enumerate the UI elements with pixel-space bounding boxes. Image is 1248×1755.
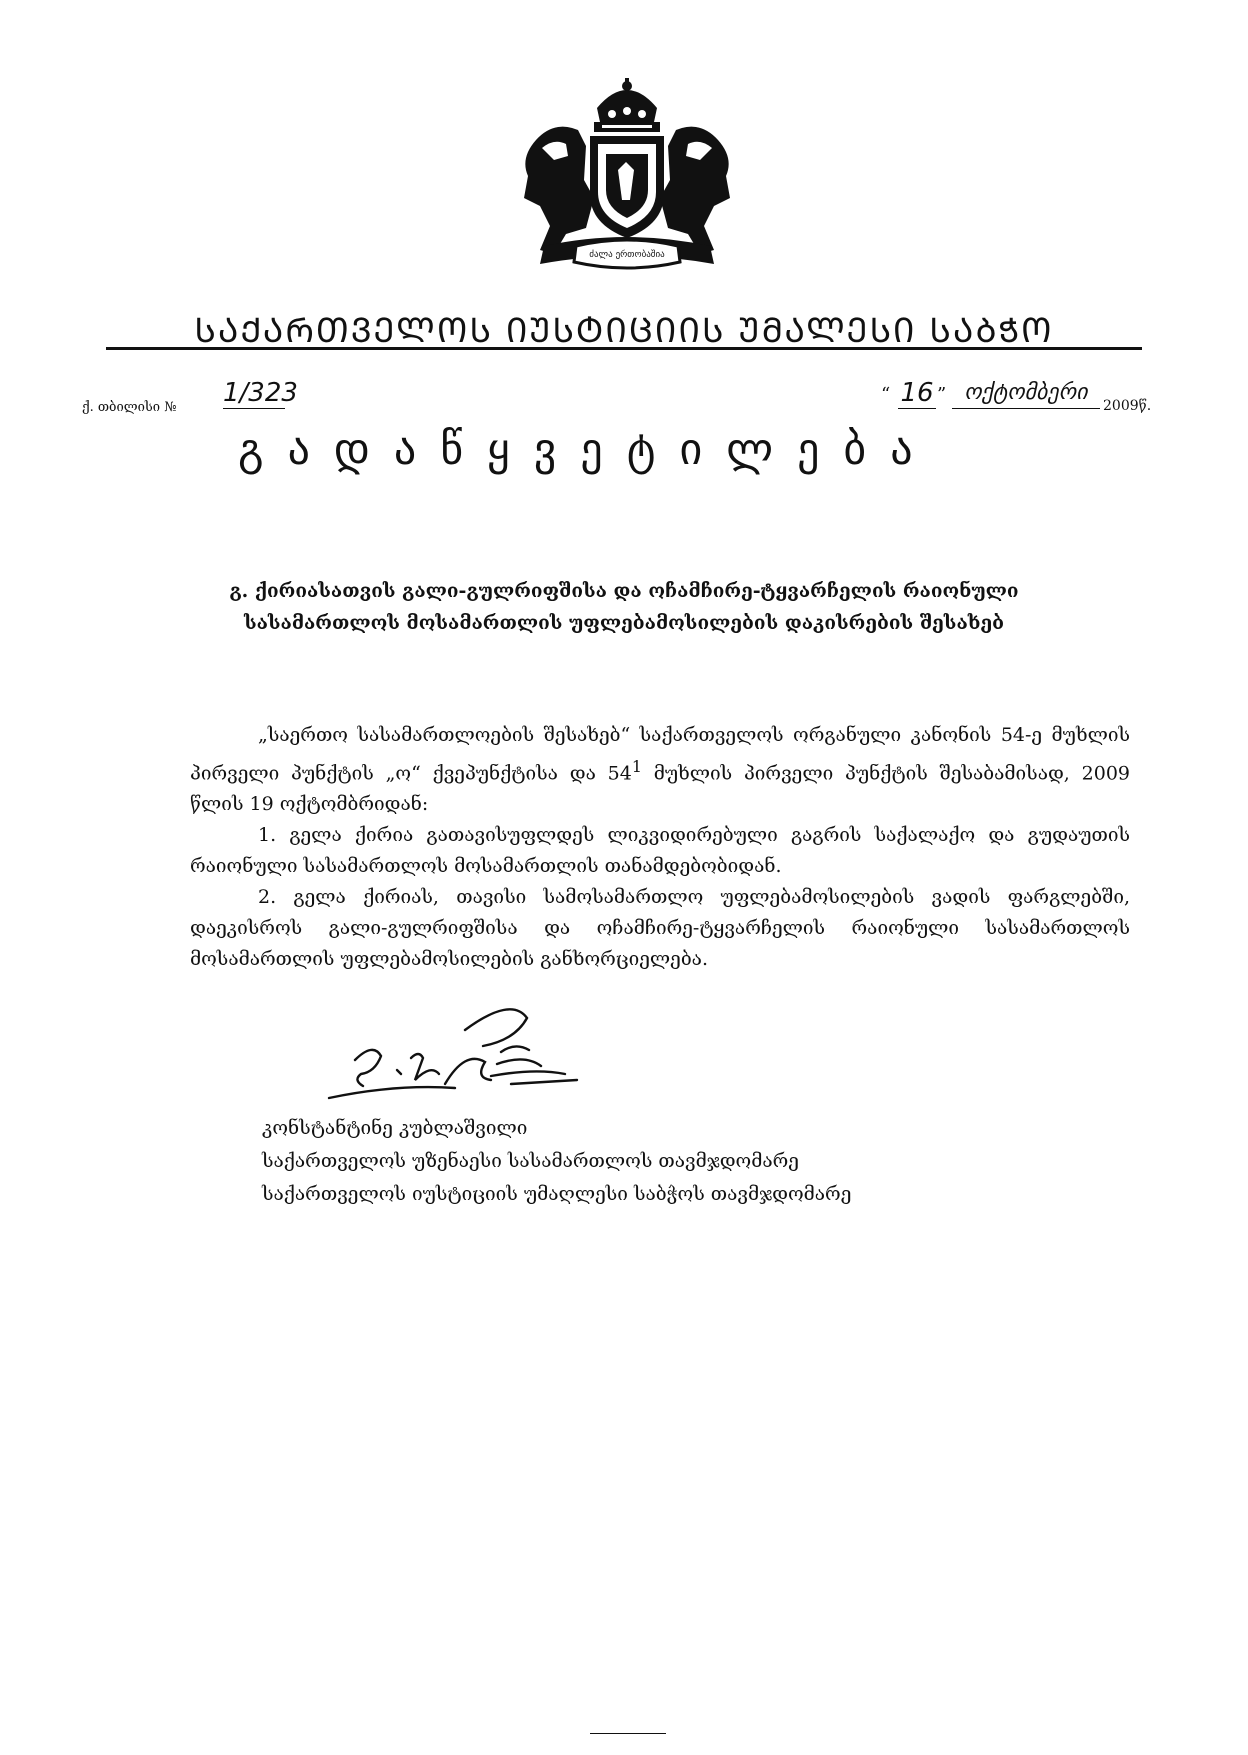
intro-text-prefix: „საერთო სასამართლოების შესახებ“ საქართველოს ორგანული კანონის 54-ე მუხლის პირველი პუნქტის „ო“ ქვეპუნქტისა და 54	[190, 724, 1130, 785]
body-intro-paragraph	[190, 720, 1130, 820]
document-number-label: ქ. თბილისი №	[82, 400, 177, 415]
subject-line-1: გ. ქირიასათვის გალი-გულრიფშისა და ოჩამჩირე-ტყვარჩელის რაიონული	[229, 580, 1019, 602]
subject-line-2: სასამართლოს მოსამართლის უფლებამოსილების დაკისრების შესახებ	[243, 612, 1005, 634]
date-open-quote: “	[881, 384, 891, 405]
organization-title: ᲡᲐᲥᲐᲠᲗᲕᲔᲚᲝᲡ ᲘᲣᲡᲢᲘᲪᲘᲘᲡ ᲣᲛᲐᲚᲔᲡᲘ ᲡᲐᲑᲭᲝ	[194, 311, 1054, 351]
footer-divider	[590, 1733, 666, 1734]
resolution-body	[190, 720, 1130, 975]
document-number-value: 1/323	[223, 378, 298, 408]
svg-text:ძალა ერთობაშია: ძალა ერთობაშია	[589, 250, 665, 260]
date-year: 2009წ.	[1103, 398, 1152, 414]
signatory-title-2: საქართველოს იუსტიციის უმაღლესი საბჭოს თავმჯდომარე	[262, 1183, 852, 1205]
body-item-2: 2. გელა ქირიას, თავისი სამოსამართლო უფლებამოსილების ვადის ფარგლებში, დაეკისროს გალი-გულრიფშისა და ოჩამჩირე-ტყვარჩელის რაიონული სასამართლოს მოსამართლის უფლებამოსილების განხორციელება.	[190, 886, 1130, 971]
signatory-name: კონსტანტინე კუბლაშვილი	[262, 1117, 528, 1139]
intro-text-suffix: მუხლის პირველი პუნქტის შესაბამისად, 2009 წლის 19 ოქტომბრიდან:	[190, 762, 1130, 816]
date-close-quote: ”	[937, 384, 947, 405]
handwritten-signature	[315, 1000, 645, 1110]
body-item-1: 1. გელა ქირია გათავისუფლდეს ლიკვიდირებული გაგრის საქალაქო და გუდაუთის რაიონული სასამართლოს მოსამართლის თანამდებობიდან.	[190, 824, 1130, 878]
coat-of-arms-emblem	[514, 78, 740, 284]
signatory-block	[262, 1112, 851, 1211]
signatory-title-1: საქართველოს უზენაესი სასამართლოს თავმჯდომარე	[262, 1150, 799, 1172]
date-month: ოქტომბერი	[952, 378, 1100, 409]
header-divider	[106, 347, 1142, 350]
document-type-heading: გადაწყვეტილება	[238, 424, 937, 475]
date-day: 16	[898, 378, 936, 409]
resolution-subject	[0, 575, 1248, 639]
intro-superscript: 1	[631, 757, 642, 776]
